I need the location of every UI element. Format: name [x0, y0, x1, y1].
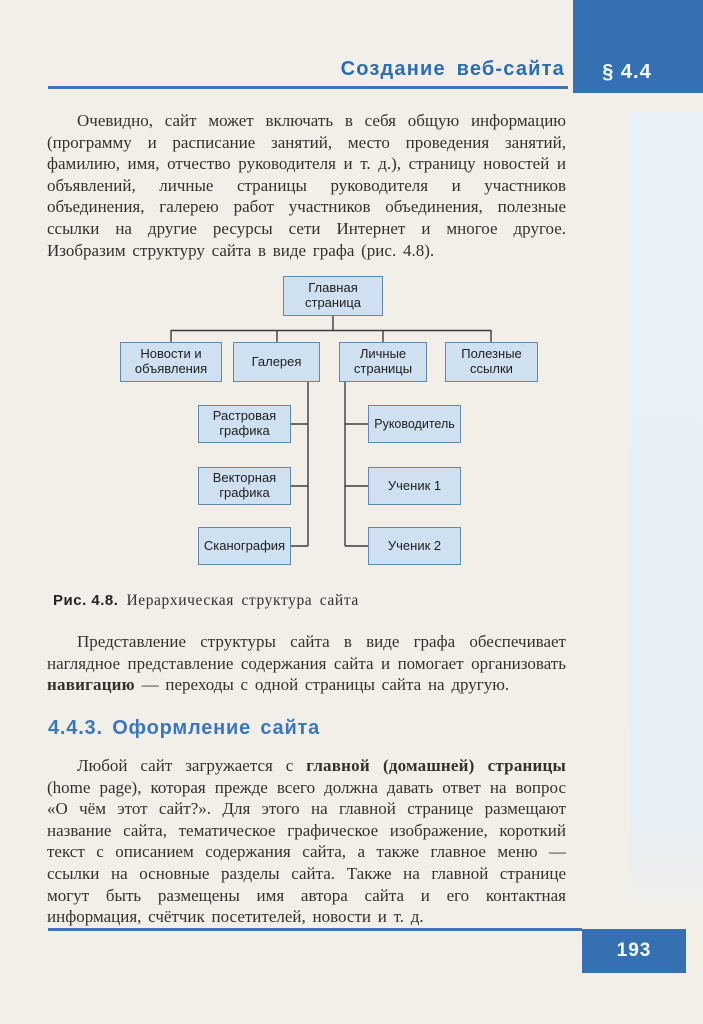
- paragraph-text: Любой сайт загружается с: [77, 756, 307, 775]
- term-navigation: навигацию: [47, 675, 135, 695]
- paragraph-home-page: [47, 755, 566, 928]
- diagram-node-useful-links: Полезные ссылки: [445, 342, 538, 382]
- diagram-node-vector-graphics: Векторная графика: [198, 467, 291, 505]
- paragraph-text: (home page), которая прежде всего должна давать ответ на вопрос «О чём этот сайт?». Для этого на главной странице размещают название сайта, тематическое графическое изображение, короткий текст с описанием содержания сайта, а также главное меню — ссылки на основные разделы сайта. Также на главной странице могут быть размещены имя автора сайта и его контактная информация, счётчик посетителей, новости и т. д.: [47, 777, 566, 927]
- diagram-node-personal-pages: Личные страницы: [339, 342, 427, 382]
- diagram-node-main-page: Главная страница: [283, 276, 383, 316]
- figure-caption: [53, 592, 359, 610]
- paragraph-site-content: Очевидно, сайт может включать в себя общую информацию (программу и расписание занятий, место проведения занятий, фамилию, имя, отчество руководителя и т. д.), страницу новостей и объявлений, личные страницы руководителя и участников объединения, галерею работ участников объединения, полезные ссылки на другие ресурсы сети Интернет и многое другое. Изобразим структуру сайта в виде графа (рис. 4.8).: [47, 111, 566, 260]
- diagram-node-scanography: Сканография: [198, 527, 291, 565]
- section-badge-label: § 4.4: [602, 61, 652, 83]
- paragraph-graph-navigation: [47, 631, 566, 696]
- figure-caption-text: Иерархическая структура сайта: [126, 592, 359, 609]
- diagram-node-gallery: Галерея: [233, 342, 320, 382]
- paragraph-text: Представление структуры сайта в виде графа обеспечивает наглядное представление содержания сайта и помогает организовать: [47, 632, 566, 673]
- diagram-node-pupil-2: Ученик 2: [368, 527, 461, 565]
- term-home-page: главной (домашней) страницы: [306, 756, 566, 775]
- diagram-node-pupil-1: Ученик 1: [368, 467, 461, 505]
- page-header-title: Создание веб-сайта: [340, 58, 565, 80]
- section-heading: 4.4.3. Оформление сайта: [48, 717, 321, 739]
- diagram-node-raster-graphics: Растровая графика: [198, 405, 291, 443]
- page-number-box: [582, 929, 686, 973]
- diagram-node-news: Новости и объявления: [120, 342, 222, 382]
- diagram-node-leader: Руководитель: [368, 405, 461, 443]
- figure-caption-label: Рис. 4.8.: [53, 592, 119, 609]
- paragraph-text: — переходы с одной страницы сайта на другую.: [134, 675, 510, 695]
- footer-rule: [48, 928, 582, 931]
- page-number: 193: [616, 940, 652, 961]
